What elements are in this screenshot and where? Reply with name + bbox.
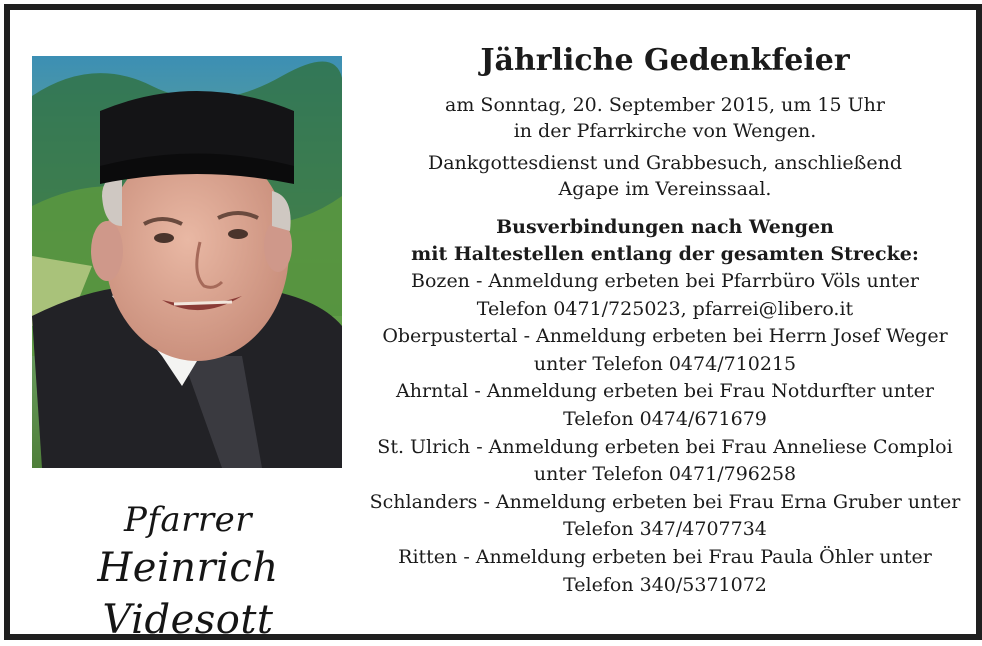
bus-route-line-2: Telefon 340/5371072: [563, 573, 767, 596]
announcement-text: [350, 40, 980, 599]
bus-route: [350, 434, 980, 489]
bus-route-line-2: Telefon 0474/671679: [563, 407, 767, 430]
bus-heading-line-2: mit Haltestellen entlang der gesamten Strecke:: [411, 243, 919, 265]
bus-route-line-2: unter Telefon 0471/796258: [533, 463, 797, 486]
bus-route-line-1: Oberpustertal - Anmeldung erbeten bei Herrn Josef Weger: [382, 325, 948, 348]
portrait-photo: [32, 56, 342, 468]
notice-frame: [4, 4, 982, 643]
bus-route-line-2: unter Telefon 0474/710215: [533, 352, 797, 375]
bus-route-line-2: Telefon 0471/725023, pfarrei@libero.it: [476, 297, 854, 320]
bus-route-line-1: Ritten - Anmeldung erbeten bei Frau Paula Öhler unter: [398, 545, 932, 568]
bus-heading-line-1: Busverbindungen nach Wengen: [496, 216, 834, 238]
bus-heading: [350, 214, 980, 268]
bus-route: [350, 268, 980, 323]
bus-route: [350, 323, 980, 378]
bus-route-line-1: St. Ulrich - Anmeldung erbeten bei Frau Anneliese Comploi: [377, 435, 953, 458]
bus-route: [350, 378, 980, 433]
service-program-line: Dankgottesdienst und Grabbesuch, anschließend: [427, 152, 903, 174]
bus-route-line-1: Ahrntal - Anmeldung erbeten bei Frau Notdurfter unter: [396, 380, 934, 403]
person-title: Pfarrer: [123, 500, 253, 540]
service-location-line: in der Pfarrkirche von Wengen.: [513, 120, 817, 142]
bus-route-line-1: Schlanders - Anmeldung erbeten bei Frau Erna Gruber unter: [369, 490, 961, 513]
bus-route-line-1: Bozen - Anmeldung erbeten bei Pfarrbüro Völs unter: [411, 270, 919, 292]
service-date-line: am Sonntag, 20. September 2015, um 15 Uhr: [445, 94, 885, 116]
person-name-block: [10, 498, 366, 646]
notice-heading: Jährliche Gedenkfeier: [480, 43, 850, 78]
bus-route: [350, 489, 980, 544]
bus-route: [350, 544, 980, 599]
person-name: Heinrich Videsott: [97, 545, 279, 643]
service-agape-line: Agape im Vereinssaal.: [558, 178, 772, 200]
bus-route-line-2: Telefon 347/4707734: [563, 518, 767, 541]
